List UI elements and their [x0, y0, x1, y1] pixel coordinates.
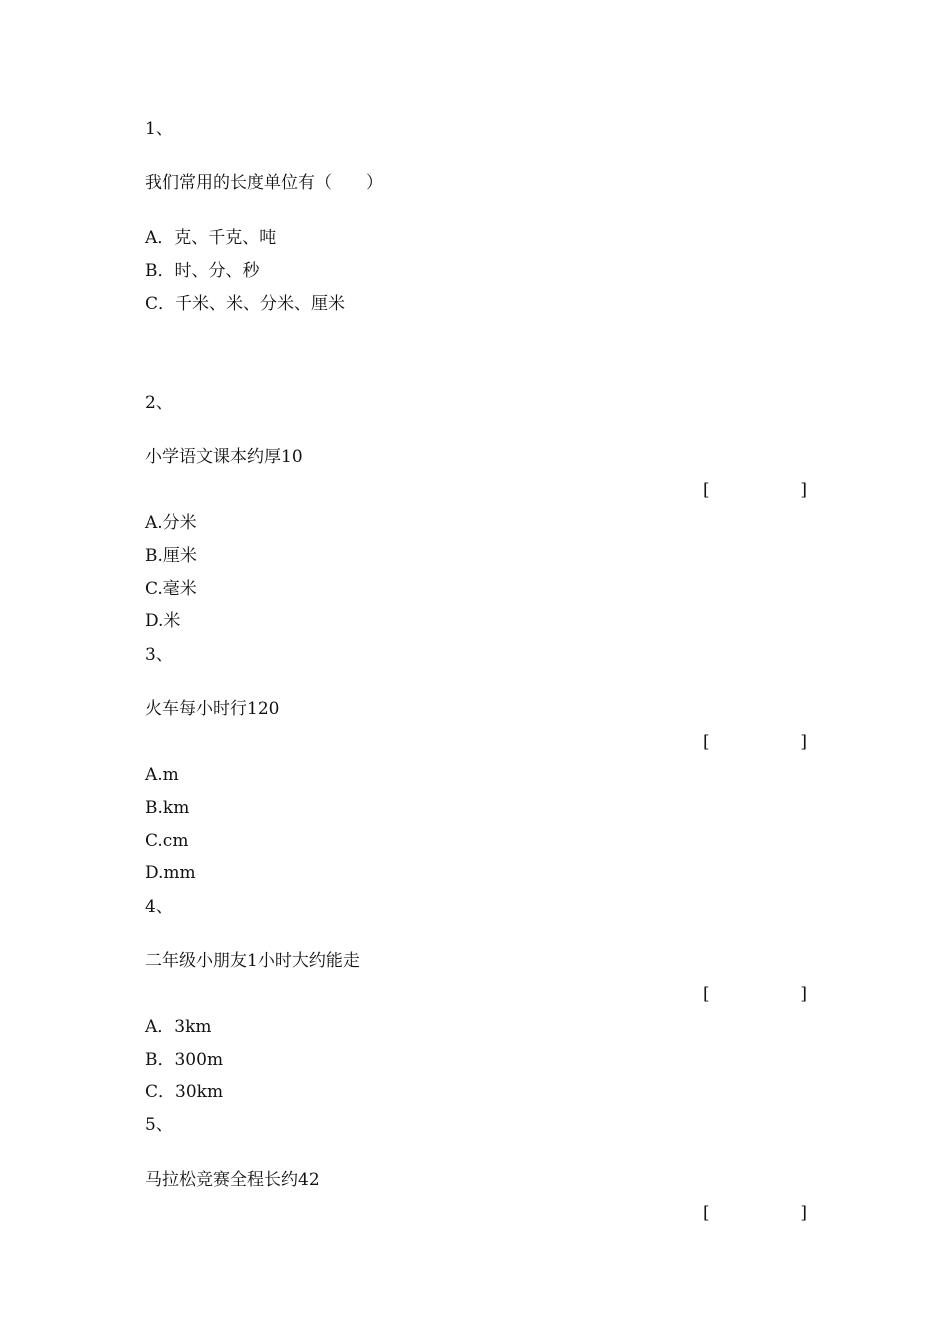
question-1-number: 1、: [145, 119, 173, 139]
bracket-close: ]: [800, 732, 807, 752]
question-2-option-b: B.厘米: [145, 546, 197, 566]
question-5-stem: 马拉松竞赛全程长约42: [145, 1170, 320, 1190]
question-4-number: 4、: [145, 897, 173, 917]
question-2-option-a: A.分米: [145, 513, 197, 533]
question-3-option-b: B.km: [145, 798, 190, 818]
question-3-stem: 火车每小时行120: [145, 699, 280, 719]
bracket-close: ]: [800, 1203, 807, 1223]
question-1-option-b: B．时、分、秒: [145, 261, 260, 281]
question-3-option-a: A.m: [145, 765, 179, 785]
question-1-option-a: A．克、千克、吨: [145, 228, 277, 248]
question-1-option-c: C．千米、米、分米、厘米: [145, 294, 346, 314]
question-4-option-c: C．30km: [145, 1082, 224, 1102]
question-3-option-c: C.cm: [145, 831, 189, 851]
question-2-option-c: C.毫米: [145, 579, 197, 599]
question-5-number: 5、: [145, 1115, 173, 1135]
bracket-open: [: [703, 1203, 710, 1223]
question-4-stem: 二年级小朋友1小时大约能走: [145, 951, 360, 971]
question-4-option-b: B．300m: [145, 1050, 224, 1070]
bracket-close: ]: [800, 984, 807, 1004]
bracket-open: [: [703, 984, 710, 1004]
question-1-stem: 我们常用的长度单位有（ ）: [145, 173, 383, 193]
question-2-number: 2、: [145, 393, 173, 413]
question-3-number: 3、: [145, 645, 173, 665]
question-3-option-d: D.mm: [145, 863, 196, 883]
bracket-open: [: [703, 732, 710, 752]
question-4-option-a: A．3km: [145, 1017, 212, 1037]
question-2-stem: 小学语文课本约厚10: [145, 447, 303, 467]
bracket-close: ]: [800, 480, 807, 500]
question-2-option-d: D.米: [145, 611, 181, 631]
bracket-open: [: [703, 480, 710, 500]
